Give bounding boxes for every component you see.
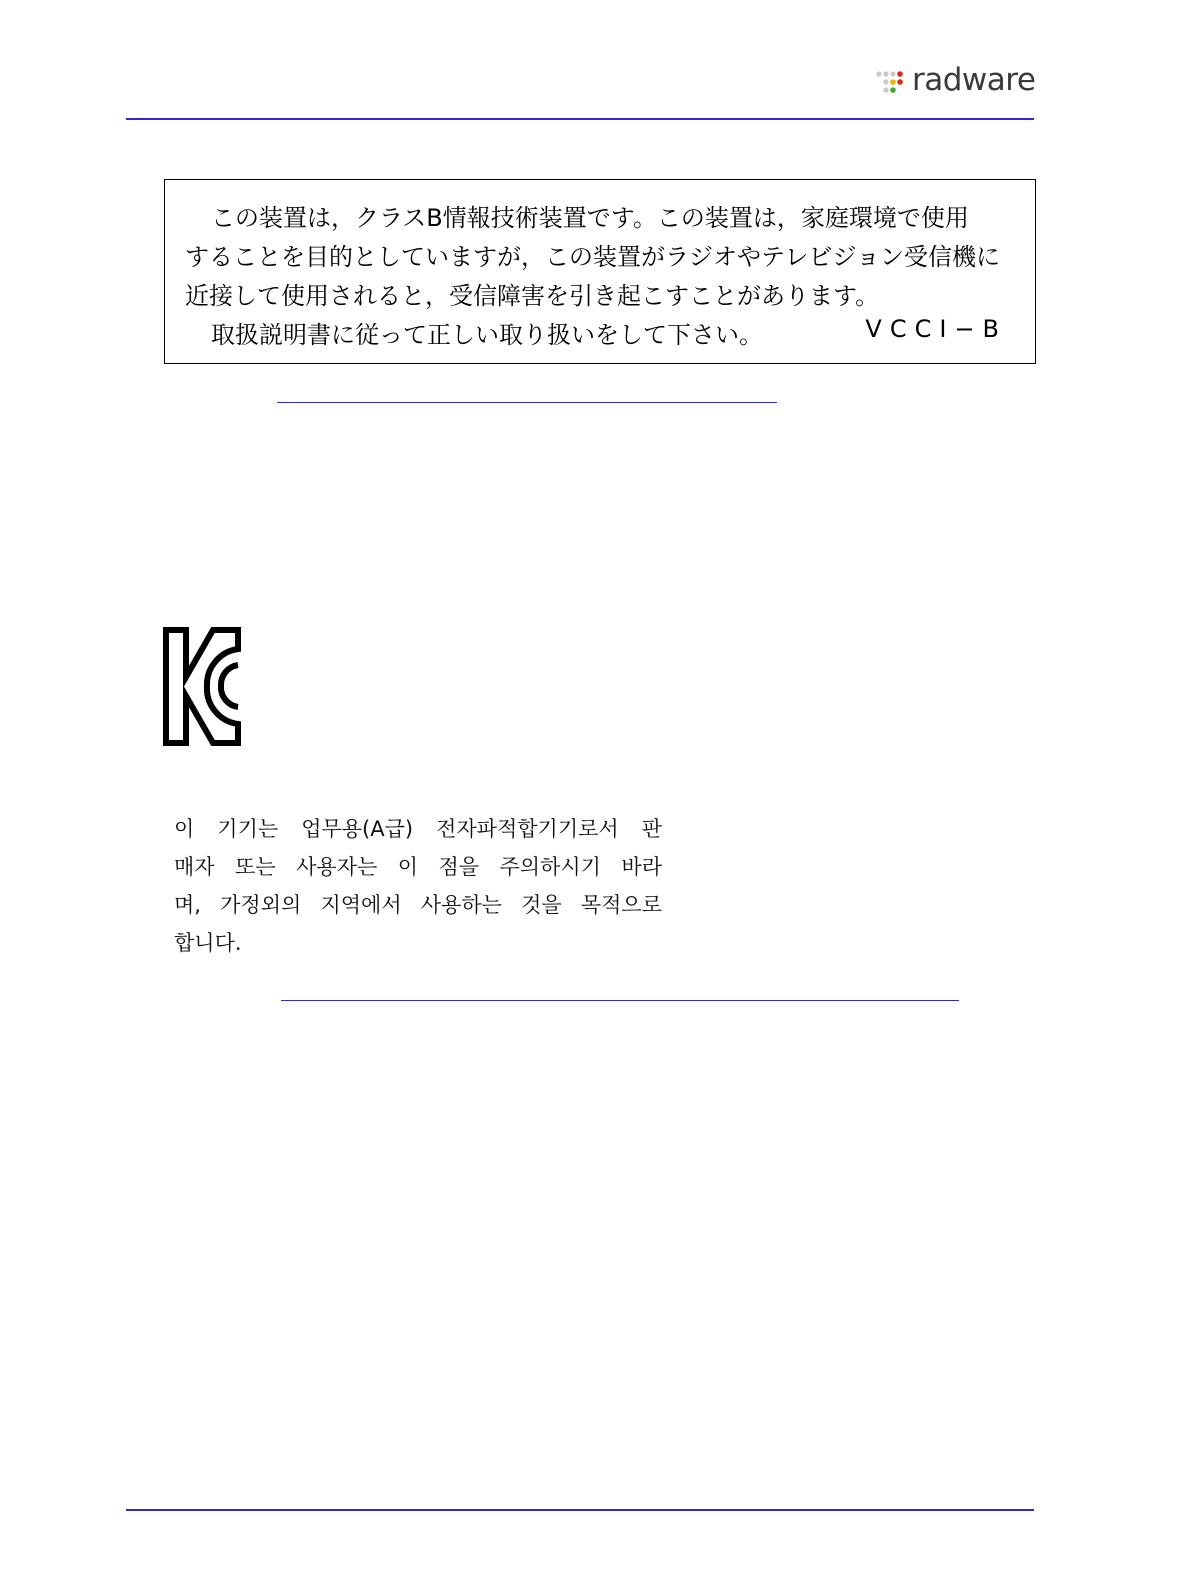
kc-notice-line-1: 이 기기는 업무용(A급) 전자파적합기기로서 판	[174, 817, 662, 841]
radware-logo	[876, 62, 1036, 100]
section-divider-long	[281, 1000, 959, 1001]
section-divider-short	[277, 402, 777, 403]
vcci-line-3: 近接して使用されると，受信障害を引き起こすことがあります。	[185, 282, 880, 310]
header-rule	[126, 118, 1034, 120]
kc-notice-text	[174, 810, 662, 962]
kc-notice-line-3: 며, 가정외의 지역에서 사용하는 것을 목적으로	[174, 893, 662, 917]
vcci-line-4: 取扱説明書に従って正しい取り扱いをして下さい。	[211, 321, 763, 349]
kc-notice-line-2: 매자 또는 사용자는 이 점을 주의하시기 바라	[174, 855, 662, 879]
footer-rule	[126, 1509, 1034, 1511]
vcci-line-2: することを目的としていますが，この装置がラジオやテレビジョン受信機に	[185, 243, 1001, 271]
vcci-notice-box	[164, 179, 1036, 364]
vcci-class-code: VCCI−B	[865, 315, 1007, 343]
radware-logo-dots-icon	[876, 70, 914, 98]
radware-wordmark: radware	[912, 62, 1036, 98]
vcci-line-1: この装置は，クラスB情報技術装置です。この装置は，家庭環境で使用	[211, 204, 969, 232]
kc-mark-text: KC	[163, 627, 165, 628]
kc-certification-mark-icon	[163, 627, 241, 746]
kc-notice-line-4: 합니다.	[174, 931, 242, 955]
